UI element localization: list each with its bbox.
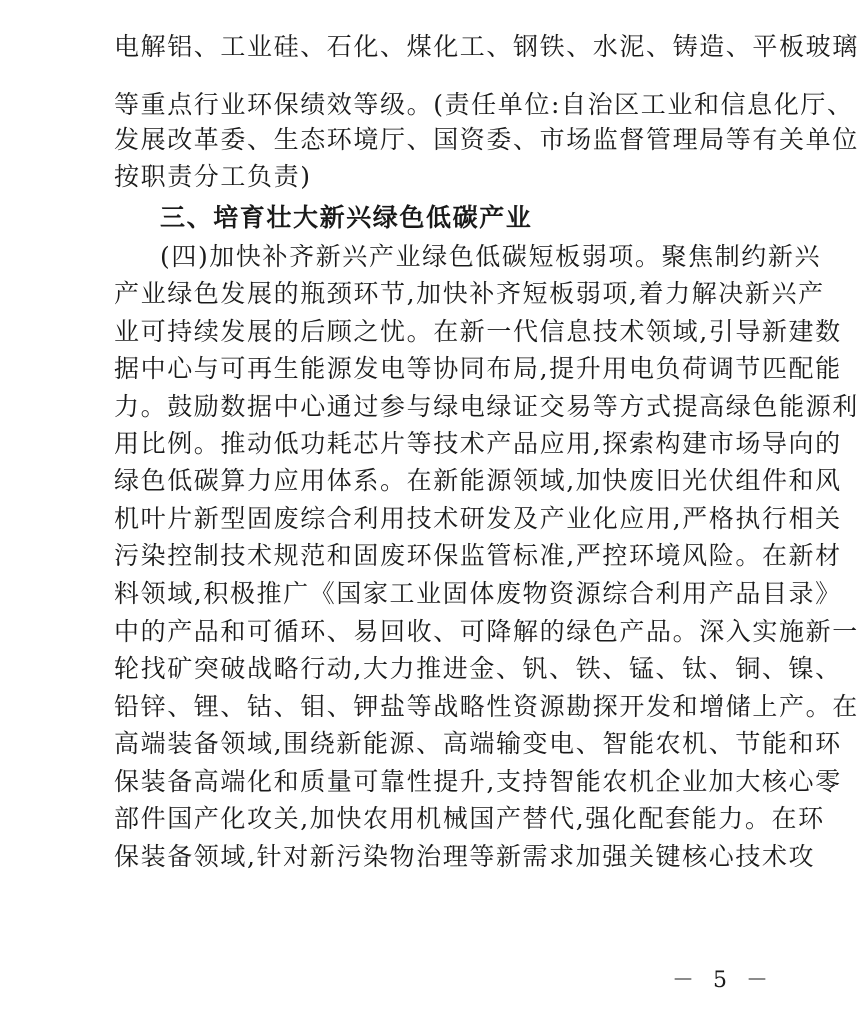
text-line: 发展改革委、生态环境厅、国资委、市场监督管理局等有关单位 (114, 125, 859, 154)
text-line: 力。鼓励数据中心通过参与绿电绿证交易等方式提高绿色能源利 (114, 392, 859, 421)
section-heading: 三、培育壮大新兴绿色低碳产业 (160, 203, 533, 232)
text-line: 轮找矿突破战略行动,大力推进金、钒、铁、锰、钛、铜、镍、 (114, 654, 842, 683)
text-line: 机叶片新型固废综合利用技术研发及产业化应用,严格执行相关 (114, 504, 842, 533)
paragraph-first-line: (四)加快补齐新兴产业绿色低碳短板弱项。聚焦制约新兴 (160, 242, 822, 271)
text-line: 用比例。推动低功耗芯片等技术产品应用,探索构建市场导向的 (114, 429, 842, 458)
text-line: 料领域,积极推广《国家工业固体废物资源综合利用产品目录》 (114, 579, 842, 608)
text-line: 电解铝、工业硅、石化、煤化工、钢铁、水泥、铸造、平板玻璃 (114, 32, 859, 61)
text-line: 绿色低碳算力应用体系。在新能源领域,加快废旧光伏组件和风 (114, 466, 842, 495)
page-number: － 5 － (672, 968, 774, 993)
text-line: 高端装备领域,围绕新能源、高端输变电、智能农机、节能和环 (114, 729, 842, 758)
text-line: 中的产品和可循环、易回收、可降解的绿色产品。深入实施新一 (114, 617, 859, 646)
text-line: 按职责分工负责) (114, 162, 312, 191)
text-line: 污染控制技术规范和固废环保监管标准,严控环境风险。在新材 (114, 541, 842, 570)
text-line: 等重点行业环保绩效等级。(责任单位:自治区工业和信息化厅、 (114, 90, 854, 119)
text-line: 产业绿色发展的瓶颈环节,加快补齐短板弱项,着力解决新兴产 (114, 279, 825, 308)
text-line: 部件国产化攻关,加快农用机械国产替代,强化配套能力。在环 (114, 804, 825, 833)
text-line: 据中心与可再生能源发电等协同布局,提升用电负荷调节匹配能 (114, 354, 842, 383)
text-line: 业可持续发展的后顾之忧。在新一代信息技术领域,引导新建数 (114, 317, 842, 346)
text-line: 保装备领域,针对新污染物治理等新需求加强关键核心技术攻 (114, 842, 816, 871)
text-line: 保装备高端化和质量可靠性提升,支持智能农机企业加大核心零 (114, 767, 842, 796)
text-line: 铅锌、锂、钴、钼、钾盐等战略性资源勘探开发和增储上产。在 (114, 692, 859, 721)
